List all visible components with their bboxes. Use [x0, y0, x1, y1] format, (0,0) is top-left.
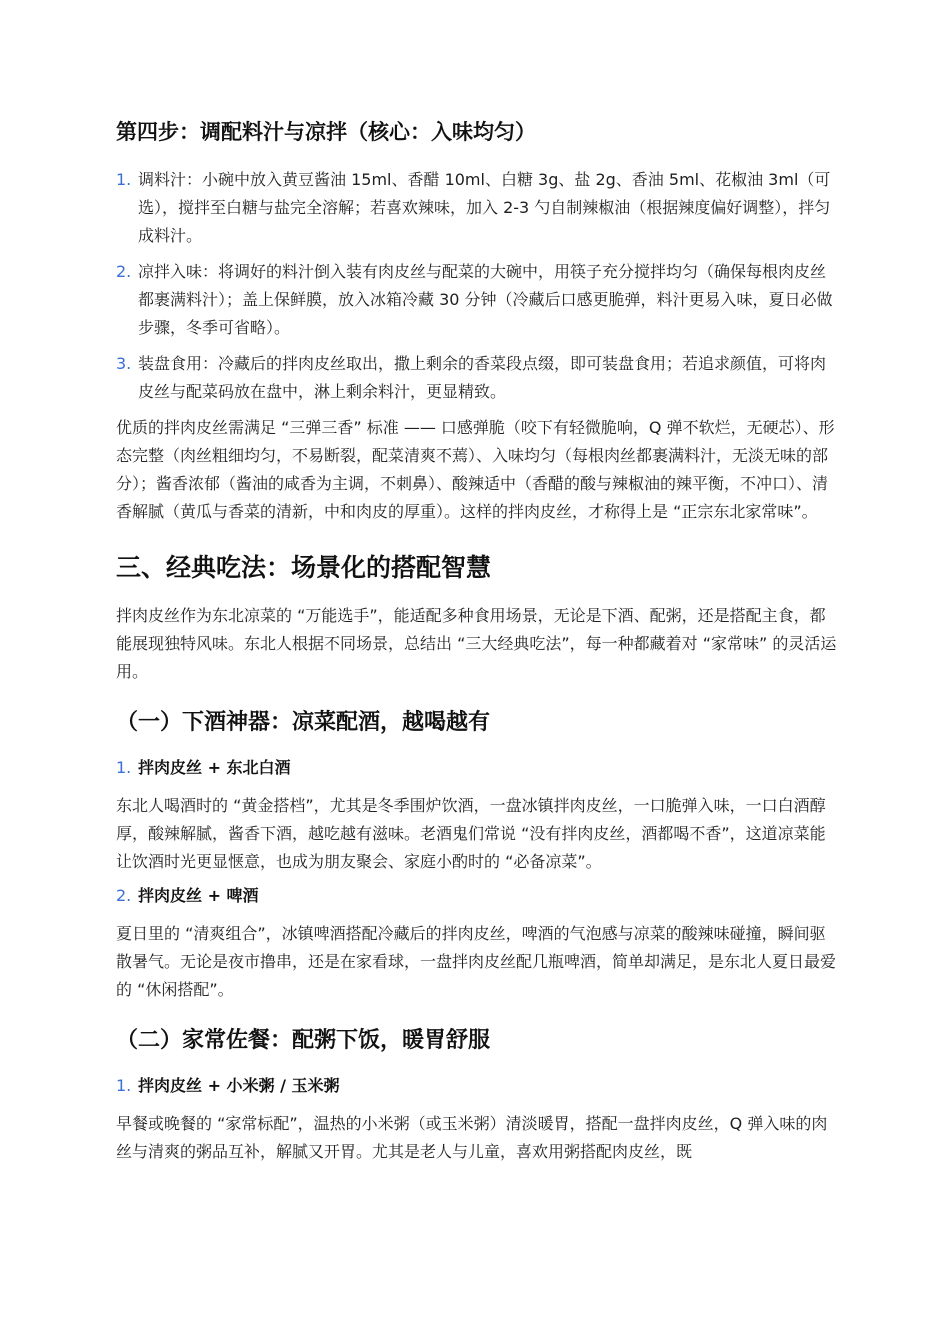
part1-title: （一）下酒神器：凉菜配酒，越喝越有	[116, 710, 491, 735]
part1-entry2-text: 夏日里的 “清爽组合”，冰镇啤酒搭配冷藏后的拌肉皮丝，啤酒的气泡感与凉菜的酸辣味碰撞，瞬间驱散暑气。无论是夜市撸串，还是在家看球，一盘拌肉皮丝配几瓶啤酒，简单却满足，是东北人夏日最爱的 “休闲搭配”。	[116, 924, 837, 999]
list-item	[116, 258, 841, 342]
entry-label: 拌肉皮丝 + 小米粥 / 玉米粥	[138, 1076, 340, 1095]
entry-label: 拌肉皮丝 + 啤酒	[138, 886, 259, 905]
list-item-text: 装盘食用：冷藏后的拌肉皮丝取出，撒上剩余的香菜段点缀，即可装盘食用；若追求颜值，可将肉皮丝与配菜码放在盘中，淋上剩余料汁，更显精致。	[138, 354, 827, 401]
step4-list	[116, 166, 841, 406]
list-number: 2.	[116, 262, 132, 281]
part2-entry1-text: 早餐或晚餐的 “家常标配”，温热的小米粥（或玉米粥）清淡暖胃，搭配一盘拌肉皮丝，Q 弹入味的肉丝与清爽的粥品互补，解腻又开胃。尤其是老人与儿童，喜欢用粥搭配肉皮丝，既	[116, 1114, 828, 1161]
list-number: 1.	[116, 1076, 132, 1095]
step4-title: 第四步：调配料汁与凉拌（核心：入味均匀）	[116, 120, 536, 144]
list-item	[116, 350, 841, 406]
entry-label: 拌肉皮丝 + 东北白酒	[138, 758, 291, 777]
list-number: 1.	[116, 170, 132, 189]
part1-entry2-heading	[116, 882, 841, 910]
part1-entry1-heading	[116, 754, 841, 782]
list-item-text: 调料汁：小碗中放入黄豆酱油 15ml、香醋 10ml、白糖 3g、盐 2g、香油 5ml、花椒油 3ml（可选），搅拌至白糖与盐完全溶解；若喜欢辣味，加入 2-3 勺自制辣椒油（根据辣度偏好调整），拌匀成料汁。	[138, 170, 831, 245]
section3-title: 三、经典吃法：场景化的搭配智慧	[116, 553, 492, 582]
list-number: 2.	[116, 886, 132, 905]
list-item	[116, 166, 841, 250]
part2-title: （二）家常佐餐：配粥下饭，暖胃舒服	[116, 1028, 491, 1053]
list-item-text: 凉拌入味：将调好的料汁倒入装有肉皮丝与配菜的大碗中，用筷子充分搅拌均匀（确保每根肉皮丝都裹满料汁）；盖上保鲜膜，放入冰箱冷藏 30 分钟（冷藏后口感更脆弹，料汁更易入味，夏日必做步骤，冬季可省略）。	[138, 262, 833, 337]
list-number: 3.	[116, 354, 132, 373]
document-page	[116, 116, 841, 1172]
step4-summary: 优质的拌肉皮丝需满足 “三弹三香” 标准 —— 口感弹脆（咬下有轻微脆响，Q 弹不软烂，无硬芯）、形态完整（肉丝粗细均匀，不易断裂，配菜清爽不蔫）、入味均匀（每根肉丝都裹满料汁，无淡无味的部分）；酱香浓郁（酱油的咸香为主调，不刺鼻）、酸辣适中（香醋的酸与辣椒油的辣平衡，不冲口）、清香解腻（黄瓜与香菜的清新，中和肉皮的厚重）。这样的拌肉皮丝，才称得上是 “正宗东北家常味”。	[116, 418, 835, 521]
section3-intro: 拌肉皮丝作为东北凉菜的 “万能选手”，能适配多种食用场景，无论是下酒、配粥，还是搭配主食，都能展现独特风味。东北人根据不同场景，总结出 “三大经典吃法”，每一种都藏着对 “家常味” 的灵活运用。	[116, 606, 837, 681]
list-number: 1.	[116, 758, 132, 777]
part2-entry1-heading	[116, 1072, 841, 1100]
part1-entry1-text: 东北人喝酒时的 “黄金搭档”，尤其是冬季围炉饮酒，一盘冰镇拌肉皮丝，一口脆弹入味，一口白酒醇厚，酸辣解腻，酱香下酒，越吃越有滋味。老酒鬼们常说 “没有拌肉皮丝，酒都喝不香”，这道凉菜能让饮酒时光更显惬意，也成为朋友聚会、家庭小酌时的 “必备凉菜”。	[116, 796, 826, 871]
